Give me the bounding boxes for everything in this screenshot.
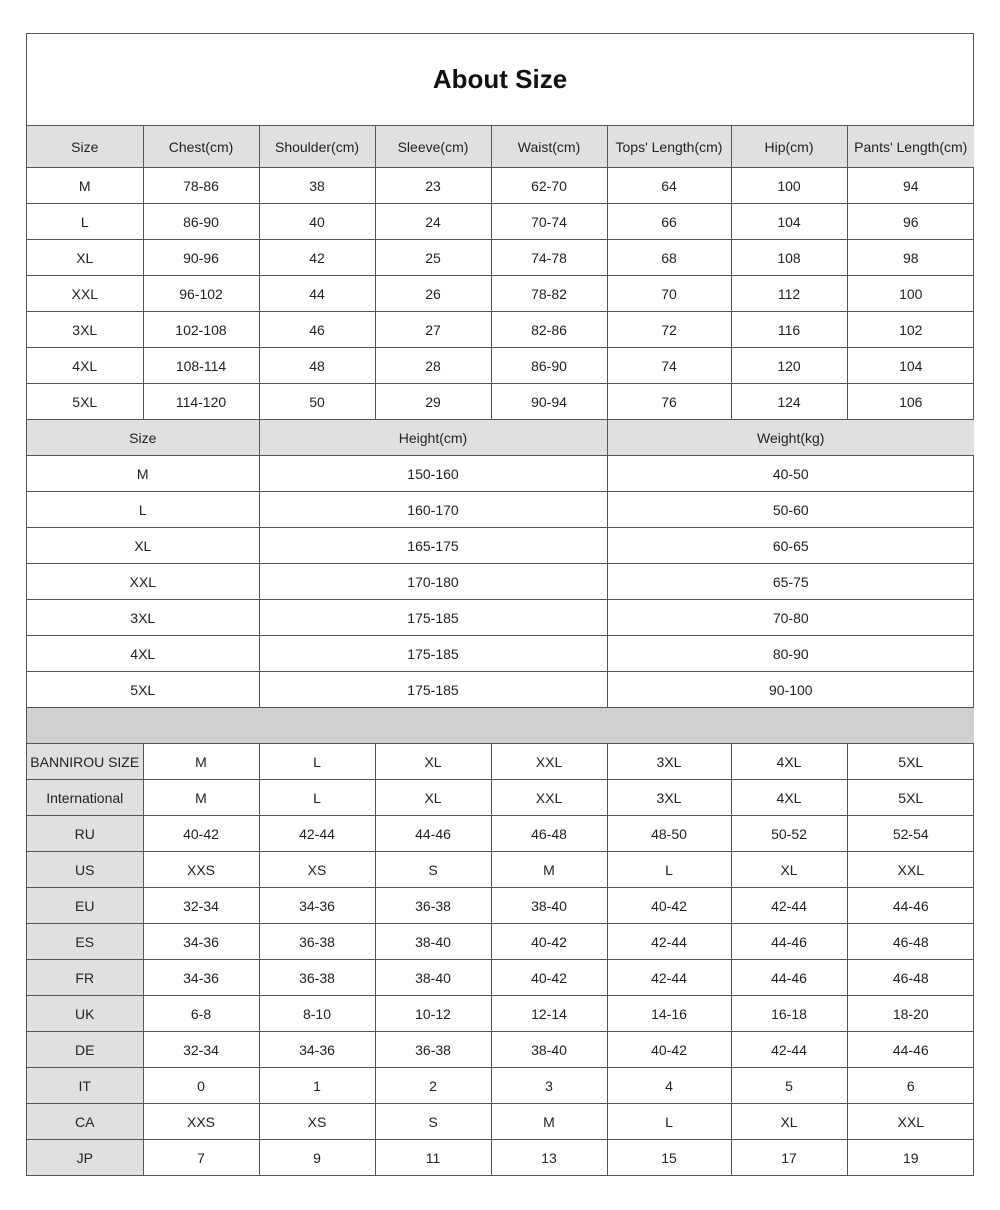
table-cell: 42-44	[607, 924, 731, 960]
table-cell: 42-44	[731, 1032, 847, 1068]
table-cell: 60-65	[607, 528, 974, 564]
table-cell: 3XL	[607, 780, 731, 816]
table-row	[27, 240, 974, 276]
table-cell: 98	[847, 240, 974, 276]
size-label: M	[27, 168, 143, 204]
table-cell: S	[375, 852, 491, 888]
table-cell: 4XL	[731, 744, 847, 780]
table-row	[27, 1068, 974, 1104]
column-header: Pants' Length(cm)	[847, 126, 974, 168]
size-label: 4XL	[27, 348, 143, 384]
table-cell: L	[607, 1104, 731, 1140]
table-cell: 100	[731, 168, 847, 204]
size-label: XXL	[27, 276, 143, 312]
table-cell: 150-160	[259, 456, 607, 492]
table-cell: 96	[847, 204, 974, 240]
table-cell: 34-36	[143, 924, 259, 960]
table-cell: 38-40	[375, 960, 491, 996]
size-label: 3XL	[27, 312, 143, 348]
table-cell: 70	[607, 276, 731, 312]
table-cell: 40	[259, 204, 375, 240]
table-row	[27, 996, 974, 1032]
size-label: 5XL	[27, 672, 259, 708]
table-row	[27, 492, 974, 528]
table-cell: 3XL	[607, 744, 731, 780]
table-cell: 11	[375, 1140, 491, 1176]
table-cell: 16-18	[731, 996, 847, 1032]
table-cell: 124	[731, 384, 847, 420]
column-header: Hip(cm)	[731, 126, 847, 168]
size-label: 4XL	[27, 636, 259, 672]
table-cell: 42-44	[731, 888, 847, 924]
table-cell: XXL	[491, 744, 607, 780]
table-row	[27, 744, 974, 780]
table-cell: 106	[847, 384, 974, 420]
table-cell: 2	[375, 1068, 491, 1104]
table-cell: 74-78	[491, 240, 607, 276]
column-header: Weight(kg)	[607, 420, 974, 456]
table-cell: 40-50	[607, 456, 974, 492]
table-cell: 112	[731, 276, 847, 312]
table-cell: XS	[259, 1104, 375, 1140]
size-label: 3XL	[27, 600, 259, 636]
table-cell: 104	[731, 204, 847, 240]
table-cell: 100	[847, 276, 974, 312]
table-cell: 4XL	[731, 780, 847, 816]
table-cell: 34-36	[143, 960, 259, 996]
table-cell: 72	[607, 312, 731, 348]
table-cell: XXL	[847, 852, 974, 888]
table-cell: 3	[491, 1068, 607, 1104]
table-cell: 52-54	[847, 816, 974, 852]
table-cell: XXS	[143, 852, 259, 888]
table-cell: XL	[731, 852, 847, 888]
size-label: XL	[27, 528, 259, 564]
size-label: L	[27, 492, 259, 528]
table-cell: 82-86	[491, 312, 607, 348]
table-cell: 14-16	[607, 996, 731, 1032]
table-cell: 86-90	[143, 204, 259, 240]
table-cell: 36-38	[259, 924, 375, 960]
column-header: Waist(cm)	[491, 126, 607, 168]
table-cell: 50	[259, 384, 375, 420]
fit-header-row	[27, 420, 974, 456]
table-cell: 78-82	[491, 276, 607, 312]
table-cell: 70-80	[607, 600, 974, 636]
table-cell: 90-96	[143, 240, 259, 276]
table-row	[27, 528, 974, 564]
table-cell: 10-12	[375, 996, 491, 1032]
divider-band	[27, 708, 974, 744]
table-row	[27, 168, 974, 204]
region-label: BANNIROU SIZE	[27, 744, 143, 780]
table-row	[27, 348, 974, 384]
table-cell: 116	[731, 312, 847, 348]
table-row	[27, 960, 974, 996]
table-row	[27, 276, 974, 312]
table-cell: 86-90	[491, 348, 607, 384]
table-cell: 40-42	[491, 960, 607, 996]
table-cell: 44-46	[731, 960, 847, 996]
table-cell: 5XL	[847, 744, 974, 780]
table-cell: 76	[607, 384, 731, 420]
table-cell: 175-185	[259, 636, 607, 672]
table-cell: 4	[607, 1068, 731, 1104]
table-cell: 34-36	[259, 1032, 375, 1068]
size-chart	[26, 33, 974, 1176]
table-cell: 32-34	[143, 888, 259, 924]
table-row	[27, 1140, 974, 1176]
region-label: International	[27, 780, 143, 816]
table-cell: 108-114	[143, 348, 259, 384]
table-cell: 38-40	[491, 1032, 607, 1068]
column-header: Size	[27, 420, 259, 456]
table-row	[27, 456, 974, 492]
table-cell: 102	[847, 312, 974, 348]
region-label: UK	[27, 996, 143, 1032]
table-row	[27, 888, 974, 924]
table-cell: M	[491, 852, 607, 888]
table-cell: L	[607, 852, 731, 888]
table-cell: 78-86	[143, 168, 259, 204]
table-cell: 48-50	[607, 816, 731, 852]
table-cell: 27	[375, 312, 491, 348]
table-cell: 7	[143, 1140, 259, 1176]
table-cell: 0	[143, 1068, 259, 1104]
chart-title: About Size	[27, 34, 973, 126]
size-label: M	[27, 456, 259, 492]
table-cell: 64	[607, 168, 731, 204]
table-cell: 18-20	[847, 996, 974, 1032]
table-cell: 114-120	[143, 384, 259, 420]
table-cell: 40-42	[607, 1032, 731, 1068]
region-label: DE	[27, 1032, 143, 1068]
table-cell: 165-175	[259, 528, 607, 564]
table-cell: 42-44	[607, 960, 731, 996]
table-row	[27, 816, 974, 852]
table-cell: 24	[375, 204, 491, 240]
table-cell: XXL	[491, 780, 607, 816]
table-cell: 26	[375, 276, 491, 312]
table-cell: 28	[375, 348, 491, 384]
table-cell: 40-42	[143, 816, 259, 852]
table-cell: 65-75	[607, 564, 974, 600]
table-cell: 36-38	[259, 960, 375, 996]
table-cell: L	[259, 744, 375, 780]
table-cell: 15	[607, 1140, 731, 1176]
column-header: Shoulder(cm)	[259, 126, 375, 168]
table-cell: 5XL	[847, 780, 974, 816]
table-cell: 46-48	[847, 924, 974, 960]
conversion-table	[27, 708, 974, 1176]
size-label: XXL	[27, 564, 259, 600]
table-row	[27, 924, 974, 960]
table-cell: 36-38	[375, 888, 491, 924]
section-divider	[27, 708, 974, 744]
table-cell: M	[491, 1104, 607, 1140]
region-label: FR	[27, 960, 143, 996]
table-cell: 175-185	[259, 600, 607, 636]
size-label: XL	[27, 240, 143, 276]
table-cell: 62-70	[491, 168, 607, 204]
table-cell: 44	[259, 276, 375, 312]
table-cell: 94	[847, 168, 974, 204]
table-cell: 34-36	[259, 888, 375, 924]
column-header: Tops' Length(cm)	[607, 126, 731, 168]
column-header: Size	[27, 126, 143, 168]
table-cell: 44-46	[375, 816, 491, 852]
table-row	[27, 384, 974, 420]
table-cell: S	[375, 1104, 491, 1140]
table-cell: XL	[375, 744, 491, 780]
table-cell: 40-42	[607, 888, 731, 924]
table-cell: 44-46	[731, 924, 847, 960]
table-cell: 6-8	[143, 996, 259, 1032]
table-cell: 120	[731, 348, 847, 384]
table-cell: 50-52	[731, 816, 847, 852]
column-header: Sleeve(cm)	[375, 126, 491, 168]
fit-table	[27, 420, 974, 708]
table-cell: 104	[847, 348, 974, 384]
table-cell: 44-46	[847, 1032, 974, 1068]
region-label: RU	[27, 816, 143, 852]
table-cell: 13	[491, 1140, 607, 1176]
table-cell: 29	[375, 384, 491, 420]
table-cell: 12-14	[491, 996, 607, 1032]
table-row	[27, 672, 974, 708]
size-label: 5XL	[27, 384, 143, 420]
table-cell: 90-100	[607, 672, 974, 708]
table-row	[27, 780, 974, 816]
table-cell: 80-90	[607, 636, 974, 672]
table-cell: XXS	[143, 1104, 259, 1140]
table-cell: 46	[259, 312, 375, 348]
table-cell: M	[143, 780, 259, 816]
table-row	[27, 600, 974, 636]
table-cell: 74	[607, 348, 731, 384]
table-cell: 1	[259, 1068, 375, 1104]
table-cell: 102-108	[143, 312, 259, 348]
table-cell: 70-74	[491, 204, 607, 240]
region-label: EU	[27, 888, 143, 924]
table-cell: 36-38	[375, 1032, 491, 1068]
table-cell: 48	[259, 348, 375, 384]
region-label: US	[27, 852, 143, 888]
table-cell: 9	[259, 1140, 375, 1176]
table-cell: L	[259, 780, 375, 816]
region-label: CA	[27, 1104, 143, 1140]
table-cell: 40-42	[491, 924, 607, 960]
table-cell: 38	[259, 168, 375, 204]
table-row	[27, 852, 974, 888]
table-cell: 42	[259, 240, 375, 276]
table-cell: 6	[847, 1068, 974, 1104]
table-cell: XL	[375, 780, 491, 816]
region-label: JP	[27, 1140, 143, 1176]
table-cell: 25	[375, 240, 491, 276]
table-cell: 96-102	[143, 276, 259, 312]
table-cell: 175-185	[259, 672, 607, 708]
table-cell: 42-44	[259, 816, 375, 852]
table-cell: 17	[731, 1140, 847, 1176]
table-row	[27, 312, 974, 348]
table-row	[27, 564, 974, 600]
column-header: Chest(cm)	[143, 126, 259, 168]
table-cell: 108	[731, 240, 847, 276]
table-cell: 90-94	[491, 384, 607, 420]
table-cell: 5	[731, 1068, 847, 1104]
table-row	[27, 204, 974, 240]
table-cell: XS	[259, 852, 375, 888]
table-cell: 66	[607, 204, 731, 240]
table-row	[27, 1032, 974, 1068]
table-cell: XXL	[847, 1104, 974, 1140]
table-cell: 160-170	[259, 492, 607, 528]
table-cell: XL	[731, 1104, 847, 1140]
size-label: L	[27, 204, 143, 240]
table-cell: 8-10	[259, 996, 375, 1032]
table-cell: 19	[847, 1140, 974, 1176]
table-cell: 23	[375, 168, 491, 204]
table-cell: 50-60	[607, 492, 974, 528]
table-cell: 38-40	[491, 888, 607, 924]
measurement-table	[27, 126, 974, 420]
table-row	[27, 636, 974, 672]
table-row	[27, 1104, 974, 1140]
region-label: ES	[27, 924, 143, 960]
table-cell: 68	[607, 240, 731, 276]
table-cell: 170-180	[259, 564, 607, 600]
table-cell: 32-34	[143, 1032, 259, 1068]
region-label: IT	[27, 1068, 143, 1104]
table-cell: M	[143, 744, 259, 780]
table-cell: 44-46	[847, 888, 974, 924]
measurement-header-row	[27, 126, 974, 168]
table-cell: 46-48	[491, 816, 607, 852]
table-cell: 38-40	[375, 924, 491, 960]
column-header: Height(cm)	[259, 420, 607, 456]
table-cell: 46-48	[847, 960, 974, 996]
